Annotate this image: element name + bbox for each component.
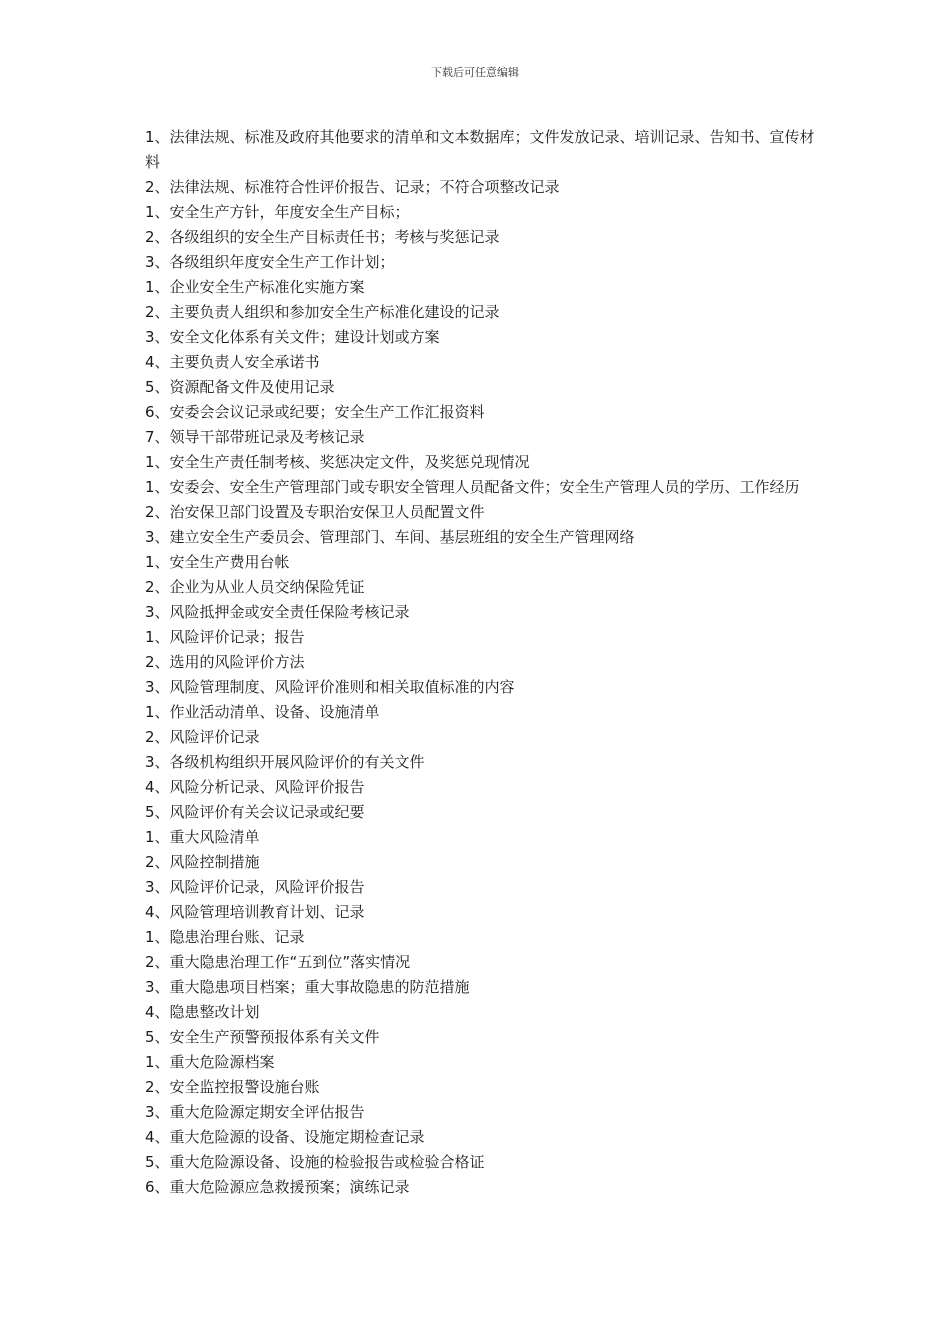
document-line: 1、企业安全生产标准化实施方案	[145, 278, 365, 296]
document-line: 1、法律法规、标准及政府其他要求的清单和文本数据库；文件发放记录、培训记录、告知书、宣传材料	[145, 128, 815, 171]
document-line: 3、风险管理制度、风险评价准则和相关取值标准的内容	[145, 678, 515, 696]
document-line: 1、作业活动清单、设备、设施清单	[145, 703, 380, 721]
document-line: 5、重大危险源设备、设施的检验报告或检验合格证	[145, 1153, 485, 1171]
document-line: 1、隐患治理台账、记录	[145, 928, 305, 946]
document-line: 1、安全生产方针，年度安全生产目标；	[145, 203, 410, 221]
document-line: 3、重大隐患项目档案；重大事故隐患的防范措施	[145, 978, 470, 996]
document-line: 4、风险分析记录、风险评价报告	[145, 778, 365, 796]
document-line: 3、建立安全生产委员会、管理部门、车间、基层班组的安全生产管理网络	[145, 528, 635, 546]
document-line: 2、风险控制措施	[145, 853, 260, 871]
document-line: 2、治安保卫部门设置及专职治安保卫人员配置文件	[145, 503, 485, 521]
document-line: 5、安全生产预警预报体系有关文件	[145, 1028, 380, 1046]
document-line: 2、各级组织的安全生产目标责任书；考核与奖惩记录	[145, 228, 500, 246]
document-line: 2、主要负责人组织和参加安全生产标准化建设的记录	[145, 303, 500, 321]
document-line: 4、隐患整改计划	[145, 1003, 260, 1021]
document-line: 5、风险评价有关会议记录或纪要	[145, 803, 365, 821]
document-line: 4、主要负责人安全承诺书	[145, 353, 320, 371]
document-line: 2、选用的风险评价方法	[145, 653, 305, 671]
document-line: 3、风险抵押金或安全责任保险考核记录	[145, 603, 410, 621]
document-line: 3、重大危险源定期安全评估报告	[145, 1103, 365, 1121]
document-line: 3、安全文化体系有关文件；建设计划或方案	[145, 328, 440, 346]
document-line: 2、风险评价记录	[145, 728, 260, 746]
document-line: 6、重大危险源应急救援预案；演练记录	[145, 1178, 410, 1196]
document-line: 2、重大隐患治理工作“五到位”落实情况	[145, 953, 411, 971]
document-line: 1、安全生产责任制考核、奖惩决定文件，及奖惩兑现情况	[145, 453, 530, 471]
document-line: 1、重大风险清单	[145, 828, 260, 846]
document-line: 7、领导干部带班记录及考核记录	[145, 428, 365, 446]
document-line: 3、风险评价记录，风险评价报告	[145, 878, 365, 896]
document-line: 5、资源配备文件及使用记录	[145, 378, 335, 396]
page-header: 下载后可任意编辑	[431, 66, 519, 79]
document-line: 2、法律法规、标准符合性评价报告、记录；不符合项整改记录	[145, 178, 560, 196]
document-line: 1、风险评价记录；报告	[145, 628, 305, 646]
document-line: 1、重大危险源档案	[145, 1053, 275, 1071]
document-line: 4、风险管理培训教育计划、记录	[145, 903, 365, 921]
document-line: 3、各级组织年度安全生产工作计划；	[145, 253, 395, 271]
document-line: 2、企业为从业人员交纳保险凭证	[145, 578, 365, 596]
document-line: 1、安委会、安全生产管理部门或专职安全管理人员配备文件；安全生产管理人员的学历、工作经历	[145, 478, 800, 496]
document-body	[145, 125, 825, 1200]
document-line: 3、各级机构组织开展风险评价的有关文件	[145, 753, 425, 771]
document-line: 6、安委会会议记录或纪要；安全生产工作汇报资料	[145, 403, 485, 421]
document-line: 1、安全生产费用台帐	[145, 553, 290, 571]
document-line: 4、重大危险源的设备、设施定期检查记录	[145, 1128, 425, 1146]
document-line: 2、安全监控报警设施台账	[145, 1078, 320, 1096]
